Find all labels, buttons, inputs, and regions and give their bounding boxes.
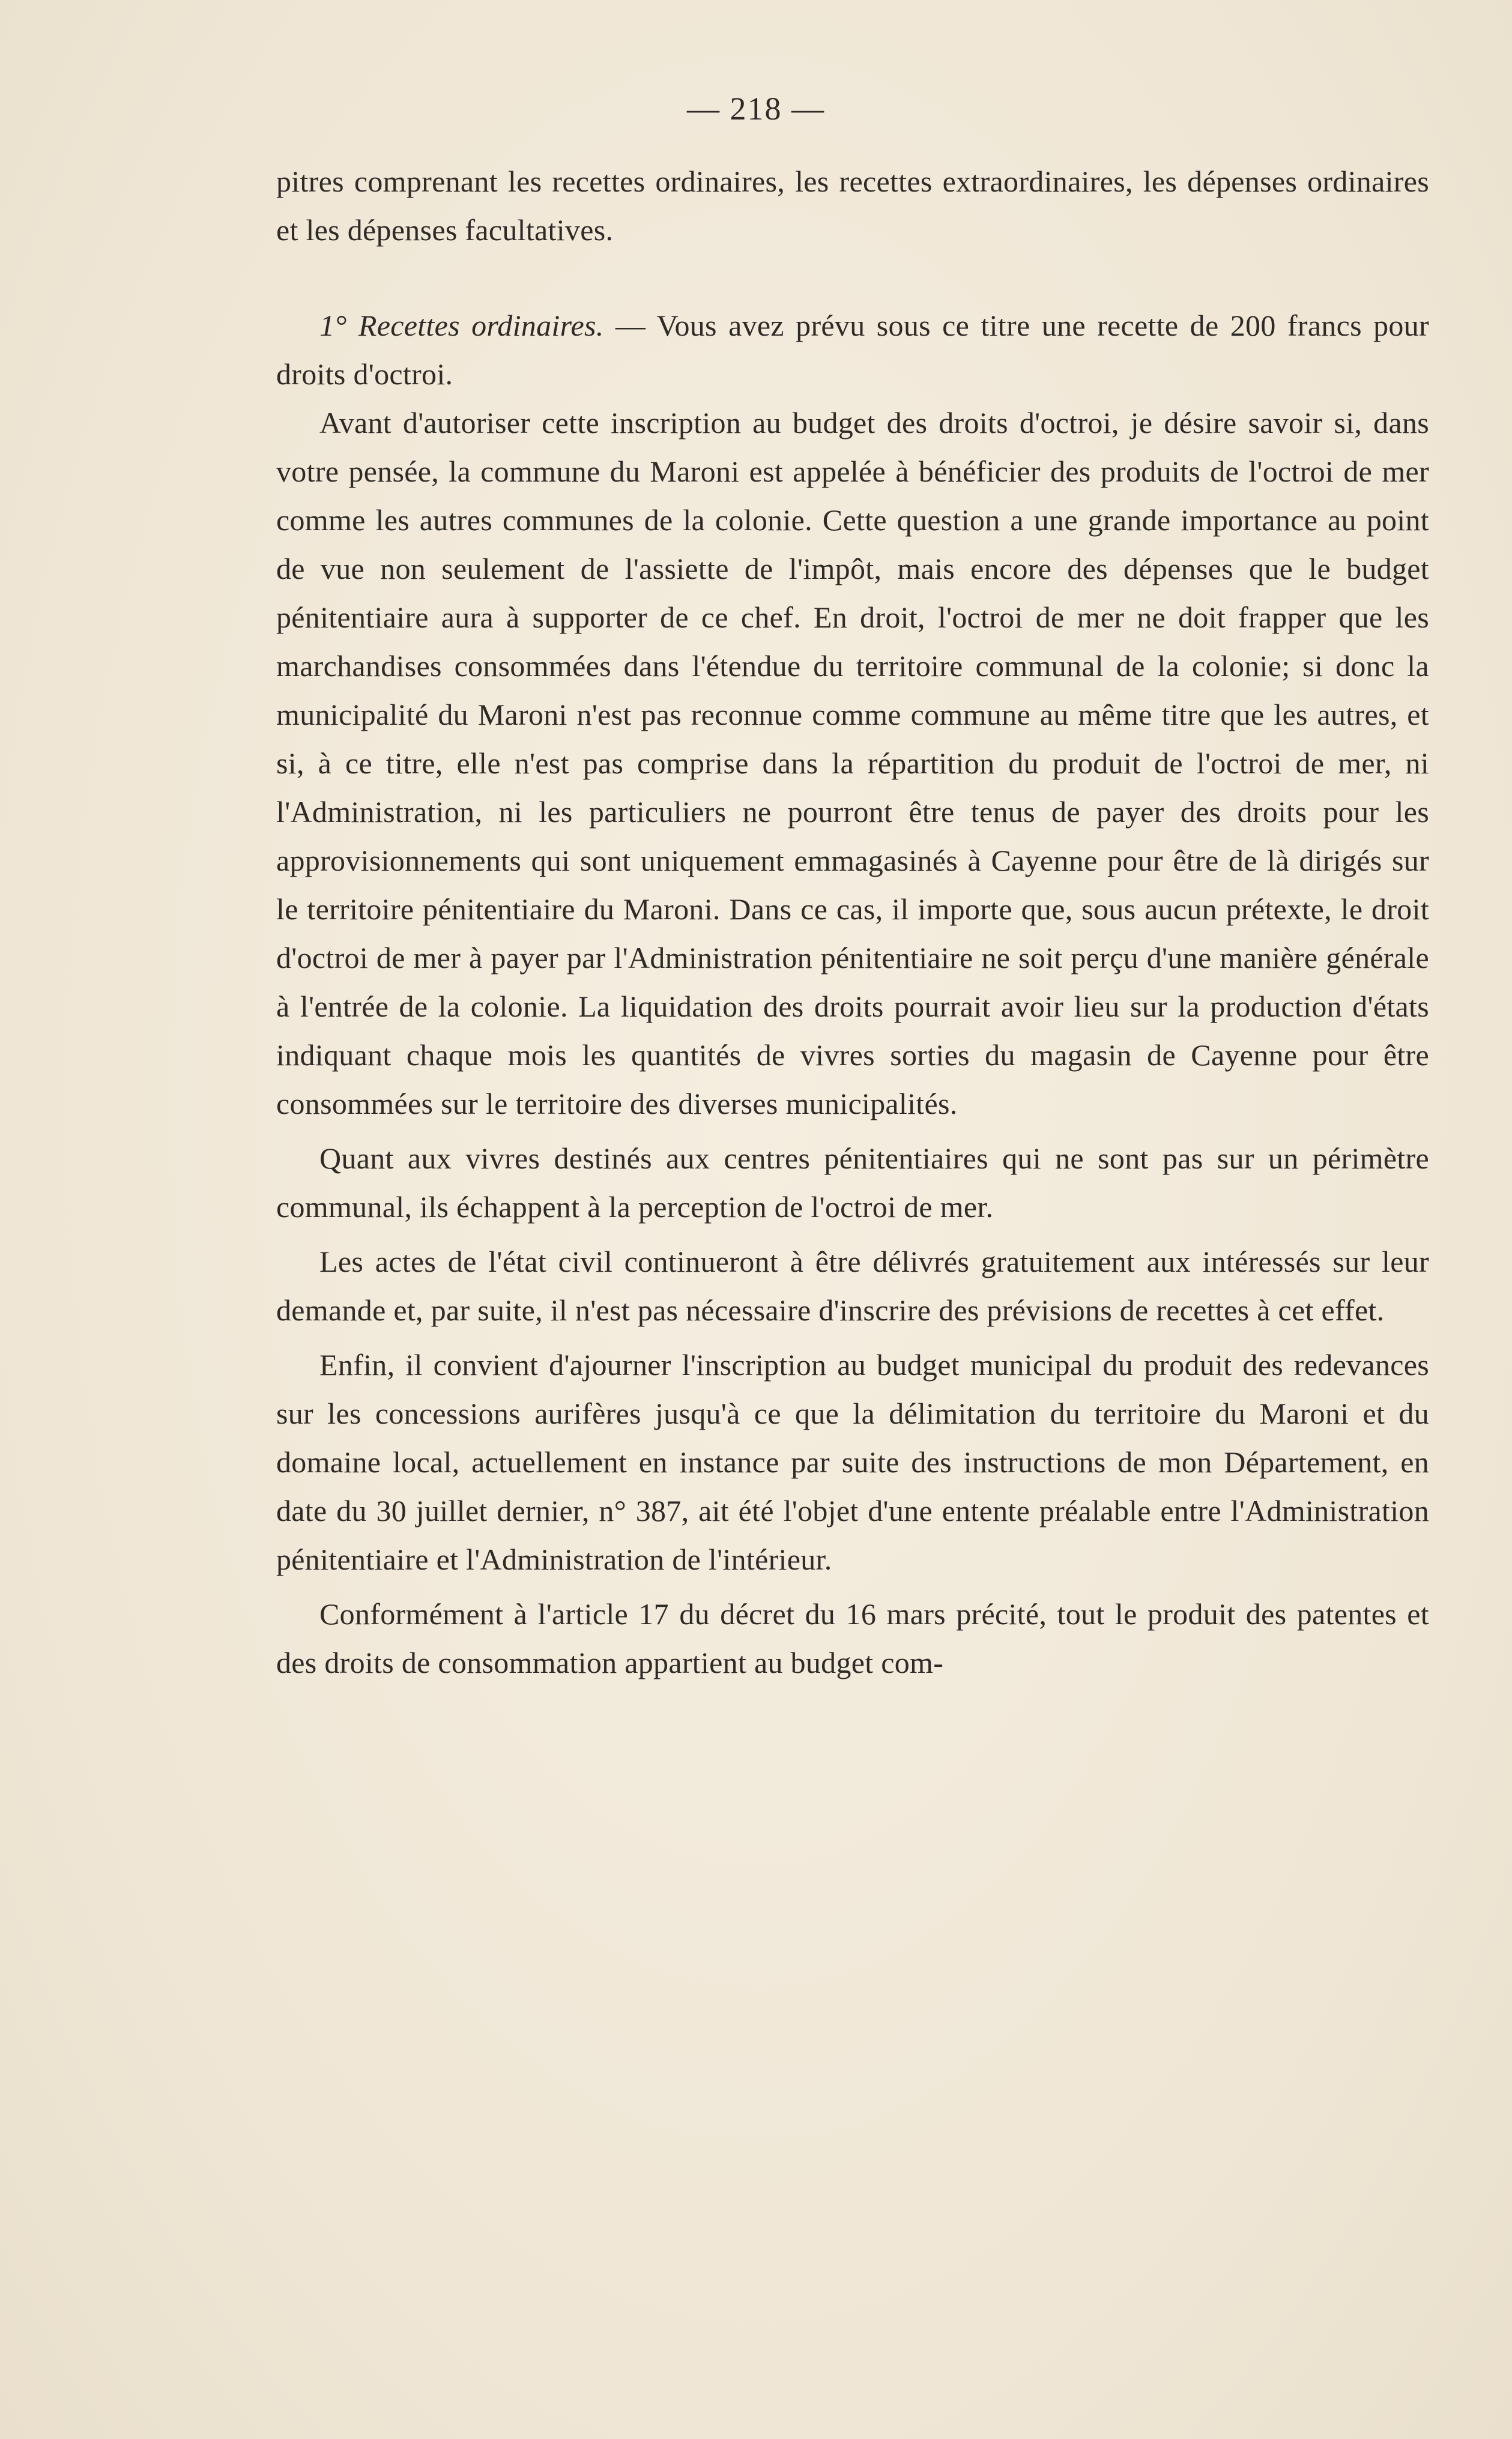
paragraph-octroi-de-mer: Avant d'autoriser cette inscription au budget des droits d'octroi, je désire savoir si, dans votre pensée, la commune du Maroni est appelée à bénéficier des produits de l'octroi de mer comme les autres communes de la colonie. Cette question a une grande importance au point de vue non seulement de l'assiette de l'impôt, mais encore des dépenses que le budget pénitentiaire aura à supporter de ce chef. En droit, l'octroi de mer ne doit frapper que les marchandises consommées dans l'étendue du territoire communal de la colonie; si donc la municipalité du Maroni n'est pas reconnue comme commune au même titre que les autres, et si, à ce titre, elle n'est pas comprise dans la répartition du produit de l'octroi de mer, ni l'Administration, ni les particuliers ne pourront être tenus de payer des droits pour les approvisionnements qui sont uniquement emmagasinés à Cayenne pour être de là dirigés sur le territoire pénitentiaire du Maroni. Dans ce cas, il importe que, sous aucun prétexte, le droit d'octroi de mer à payer par l'Administration pénitentiaire ne soit perçu d'une manière générale à l'entrée de la colonie. La liquidation des droits pourrait avoir lieu sur la production d'états indiquant chaque mois les quantités de vivres sorties du magasin de Cayenne pour être consommées sur le territoire des diverses municipalités. <box>276 406 1429 1120</box>
page-number: — 218 — <box>687 91 825 127</box>
section-heading: 1° Recettes ordinaires. <box>319 309 604 342</box>
body-text <box>276 157 1429 1687</box>
paragraph-recettes-ordinaires <box>276 301 1429 399</box>
paragraph-etat-civil: Les actes de l'état civil continueront à être délivrés gratuitement aux intéressés sur leur demande et, par suite, il n'est pas nécessaire d'inscrire des prévisions de recettes à cet effet. <box>276 1245 1429 1327</box>
paragraph-continuation: pitres comprenant les recettes ordinaires, les recettes extraordinaires, les dépenses ordinaires et les dépenses facultatives. <box>276 165 1429 247</box>
paragraph-vivres: Quant aux vivres destinés aux centres pénitentiaires qui ne sont pas sur un périmètre communal, ils échappent à la perception de l'octroi de mer. <box>276 1141 1429 1224</box>
paragraph-text: — Vous avez prévu sous ce titre une recette de 200 francs pour droits d'octroi. <box>276 309 1429 391</box>
paragraph-concessions: Enfin, il convient d'ajourner l'inscription au budget municipal du produit des redevances sur les concessions aurifères jusqu'à ce que la délimitation du territoire du Maroni et du domaine local, actuellement en instance par suite des instructions de mon Département, en date du 30 juillet dernier, n° 387, ait été l'objet d'une entente préalable entre l'Administration pénitentiaire et l'Administration de l'intérieur. <box>276 1348 1429 1576</box>
paragraph-patentes: Conformément à l'article 17 du décret du 16 mars précité, tout le produit des patentes et des droits de consommation appartient au budget com- <box>276 1597 1429 1679</box>
